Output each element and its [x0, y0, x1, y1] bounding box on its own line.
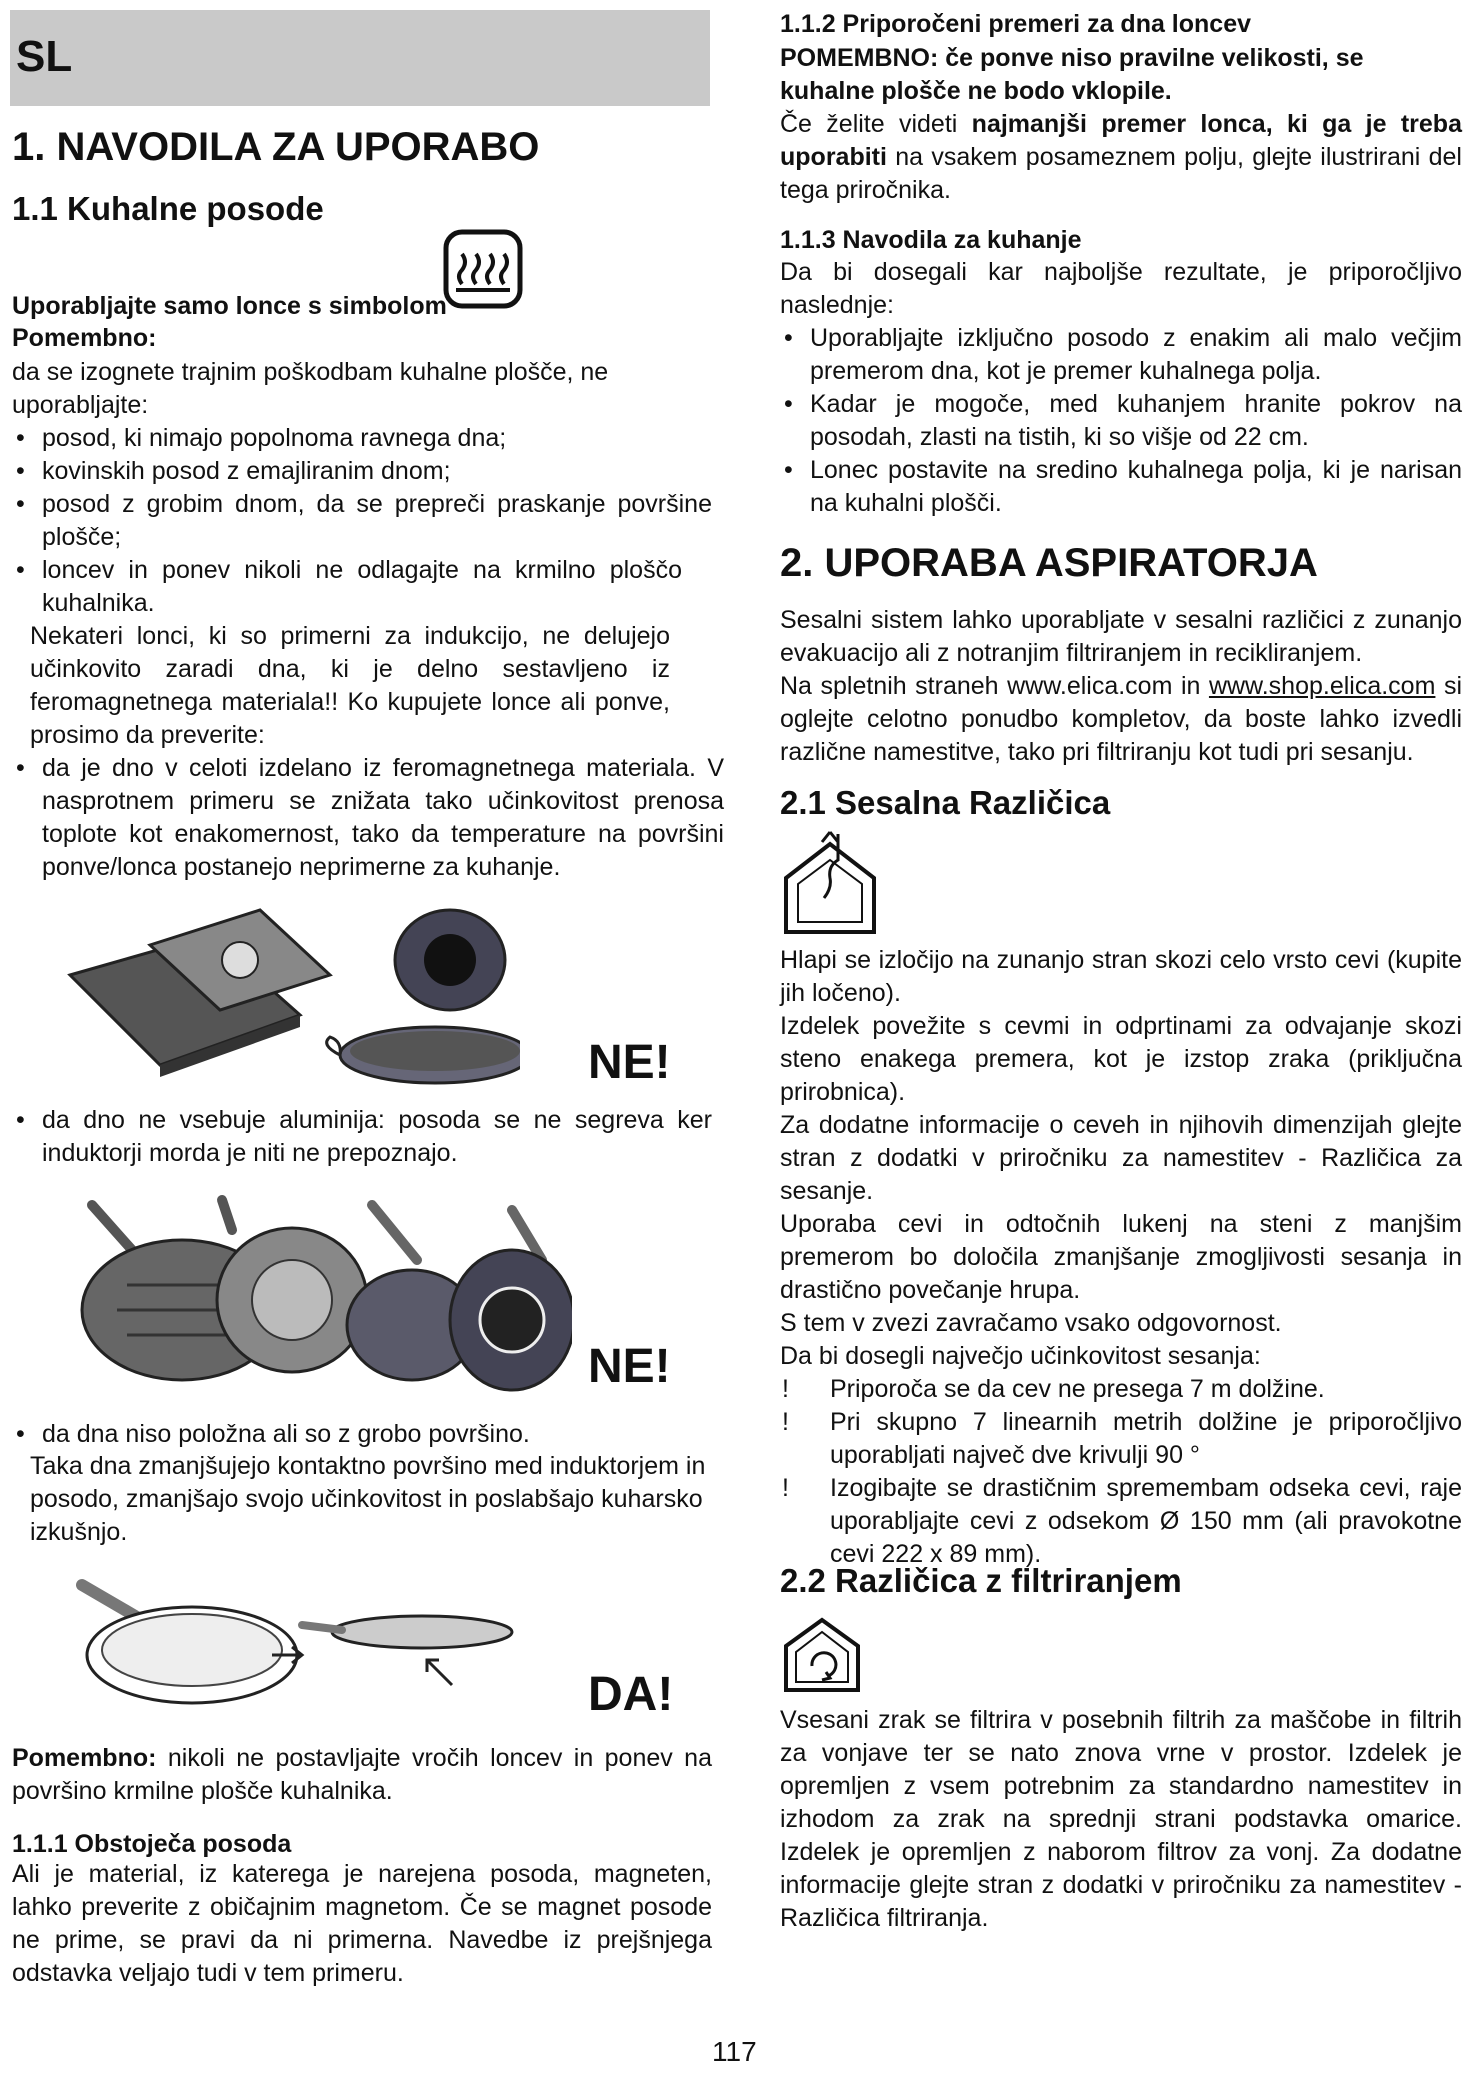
shop-link[interactable]: www.shop.elica.com [1208, 672, 1436, 700]
illustration-suitable-pan [72, 1570, 552, 1710]
induction-paragraph: Nekateri lonci, ki so primerni za indukcijo, ne delujejo učinkovito zaradi dna, ki je delno sestavljeno iz feromagnetnega materiala!! Ko kupujete lonce ali ponve, prosimo da preverite: [30, 622, 670, 749]
important-note [12, 1742, 712, 1808]
illustration-unsuitable-pans-1 [60, 905, 520, 1105]
aspirator-paragraph-2 [780, 670, 1462, 769]
contact-text: Taka dna zmanjšujejo kontaktno površino med induktorjem in posodo, zmanjšajo svojo učinkovitost in poslabšajo kuharsko izkušnjo. [30, 1452, 706, 1546]
subsection-cooking-instructions: 1.1.3 Navodila za kuhanje [780, 226, 1082, 254]
diameter-paragraph [780, 108, 1462, 207]
important-note-label: Pomembno: [12, 1744, 157, 1772]
suction-advice-item: ! Izogibajte se drastičnim spremembam odseka cevi, raje uporabljajte cevi z odsekom Ø 150 mm (ali pravokotne cevi 222 x 89 mm). [780, 1472, 1462, 1571]
important-note-text: nikoli ne postavljajte vročih loncev in ponev na površino krmilne plošče kuhalnika. [12, 1744, 712, 1805]
page-number: 117 [712, 2036, 757, 2067]
filter-paragraph: Vsesani zrak se filtrira v posebnih filtrih za maščobe in filtrih za vonjave ter se nato znova vrne v prostor. Izdelek je opremljen z vsem potrebnim za standardno namestitev in izhodom za zrak na sprednji strani podstavka omarice. Izdelek je opremljen z naborom filtrov za vonj. Za dodatne informacije glejte stran z dodatki v priročniku za namestitev - Različica filtriranja. [780, 1706, 1462, 1932]
aluminium-list [12, 1104, 712, 1170]
language-code: SL [16, 32, 73, 81]
suction-paragraph: Uporaba cevi in odtočnih lukenj na steni z manjšim premerom bo določila zmanjšanje zmogljivosti sesanja in drastično povečanje hrupa. [780, 1210, 1462, 1304]
warning-item: • posod z grobim dnom, da se prepreči praskanje površine plošče; [12, 488, 712, 554]
induction-symbol-icon [442, 228, 524, 310]
warning-item: • loncev in ponev nikoli ne odlagajte na krmilno ploščo kuhalnika. [12, 554, 682, 620]
existing-cookware-paragraph: Ali je material, iz katerega je narejena posoda, magneten, lahko preverite z običajnim magnetom. Če se magnet posode ne prime, se pravi da ni primerna. Navedbe iz prejšnjega odstavka veljajo tudi v tem primeru. [12, 1860, 712, 1987]
important-label: Pomembno: [12, 324, 157, 352]
suction-advice-list [780, 1373, 1462, 1571]
section-title-aspirator: 2. UPORABA ASPIRATORJA [780, 541, 1318, 585]
subsection-recommended-diameters: 1.1.2 Priporočeni premeri za dna loncev [780, 10, 1252, 38]
suction-advice-item: ! Pri skupno 7 linearnih metrih dolžine je priporočljivo uporabljati največ dve krivulji 90 ° [780, 1406, 1462, 1472]
cooking-list [780, 322, 1462, 520]
warning-intro: da se izognete trajnim poškodbam kuhalne plošče, ne uporabljajte: [12, 358, 609, 419]
ne-label-1: NE! [588, 1036, 671, 1089]
cooking-item: • Kadar je mogoče, med kuhanjem hranite pokrov na posodah, zlasti na tistih, ki so višje od 22 cm. [780, 388, 1462, 454]
ferro-item: • da je dno v celoti izdelano iz feromagnetnega materiala. V nasprotnem primeru se znižata tako učinkovitost prenosa toplote kot enakomernost, tako da temperature na površini ponve/lonca postanejo neprimerne za kuhanje. [12, 752, 724, 884]
aspirator-p2-pre: Na spletnih straneh www.elica.com in [780, 672, 1209, 700]
suction-paragraph: S tem v zvezi zavračamo vsako odgovornost. [780, 1309, 1282, 1337]
flat-bottom-item: • da dna niso položna ali so z grobo površino. [12, 1418, 712, 1451]
exhaust-house-icon [780, 828, 880, 938]
cooking-item: • Uporabljajte izključno posodo z enakim ali malo večjim premerom dna, kot je premer kuhalnega polja. [780, 322, 1462, 388]
flat-bottom-list [12, 1418, 712, 1451]
suction-paragraph: Hlapi se izločijo na zunanjo stran skozi celo vrsto cevi (kupite jih ločeno). [780, 946, 1462, 1007]
suction-advice-item: ! Priporoča se da cev ne presega 7 m dolžine. [780, 1373, 1462, 1406]
ne-label-2: NE! [588, 1340, 671, 1393]
warning-item: • kovinskih posod z emajliranim dnom; [12, 455, 712, 488]
diameter-text-bold: najmanjši premer lonca, ki ga je treba uporabiti [780, 110, 1462, 171]
suction-paragraph: Da bi dosegli največjo učinkovitost sesanja: [780, 1342, 1261, 1370]
suction-paragraphs [780, 944, 1462, 1571]
diameter-text-post: na vsakem posameznem polju, glejte ilustrirani del tega priročnika. [780, 143, 1462, 204]
aspirator-p2-post: si oglejte celotno ponudbo kompletov, da boste lahko izvedli različne namestitve, tako pri filtriranju kot tudi pri sesanju. [780, 672, 1463, 766]
ferro-list [12, 752, 724, 884]
warning-list [12, 422, 712, 620]
language-banner [10, 10, 710, 106]
da-label: DA! [588, 1668, 674, 1721]
symbol-instruction: Uporabljajte samo lonce s simbolom [12, 292, 447, 320]
diameter-text-pre: Če želite videti [780, 110, 972, 138]
aluminium-item: • da dno ne vsebuje aluminija: posoda se ne segreva ker induktorji morda je niti ne prepoznajo. [12, 1104, 712, 1170]
contact-paragraph [30, 1450, 720, 1549]
recirculation-house-icon [782, 1614, 862, 1694]
important-pan-size: POMEMBNO: če ponve niso pravilne velikosti, se kuhalne plošče ne bodo vklopile. [780, 44, 1364, 105]
illustration-unsuitable-pans-2 [72, 1190, 572, 1410]
subsection-title-cookware: 1.1 Kuhalne posode [12, 190, 324, 227]
subsection-filter-version: 2.2 Različica z filtriranjem [780, 1562, 1182, 1599]
subsection-existing-cookware: 1.1.1 Obstoječa posoda [12, 1830, 292, 1858]
section-title-instructions: 1. NAVODILA ZA UPORABO [12, 125, 540, 169]
warning-item: • posod, ki nimajo popolnoma ravnega dna; [12, 422, 712, 455]
aspirator-paragraph-1: Sesalni sistem lahko uporabljate v sesalni različici z zunanjo evakuacijo ali z notranjim filtriranjem in recikliranjem. [780, 606, 1462, 667]
suction-paragraph: Za dodatne informacije o ceveh in njihovih dimenzijah glejte stran z dodatki v priročniku za namestitev - Različica za sesanje. [780, 1111, 1462, 1205]
cooking-item: • Lonec postavite na sredino kuhalnega polja, ki je narisan na kuhalni plošči. [780, 454, 1462, 520]
subsection-suction-version: 2.1 Sesalna Različica [780, 784, 1111, 821]
cooking-intro: Da bi dosegali kar najboljše rezultate, je priporočljivo naslednje: [780, 258, 1462, 319]
cookware-warnings [12, 356, 724, 884]
suction-paragraph: Izdelek povežite s cevmi in odprtinami za odvajanje skozi steno enakega premera, kot je izstop zraka (priključna prirobnica). [780, 1012, 1462, 1106]
